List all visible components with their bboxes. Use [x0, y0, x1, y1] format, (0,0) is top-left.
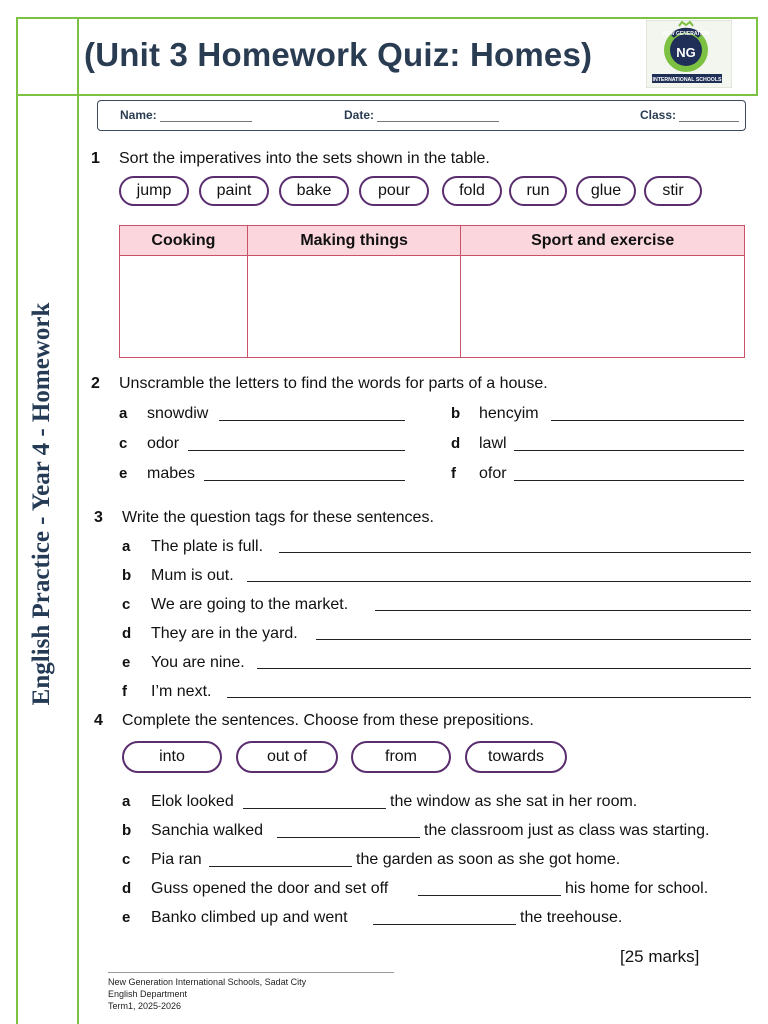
q3-answer-line[interactable] — [227, 697, 751, 698]
q1-word-pill: stir — [644, 176, 702, 206]
frame-right-border — [756, 17, 758, 95]
q2-item-letter: f — [451, 465, 456, 482]
q3-answer-line[interactable] — [375, 610, 751, 611]
q4-item-after: the garden as soon as she got home. — [356, 851, 621, 868]
q3-answer-line[interactable] — [257, 668, 751, 669]
sort-cell-making-things[interactable] — [247, 256, 461, 358]
sort-column-header: Cooking — [120, 226, 248, 256]
sort-column-header: Making things — [247, 226, 461, 256]
q4-item-before: Elok looked — [151, 793, 234, 810]
q3-item-letter: e — [122, 654, 131, 671]
frame-left-border — [16, 17, 18, 1024]
sort-column-header: Sport and exercise — [461, 226, 745, 256]
q4-item-after: his home for school. — [565, 880, 709, 897]
q4-item-letter: b — [122, 822, 132, 839]
q4-item-letter: a — [122, 793, 131, 810]
q3-item-letter: c — [122, 596, 131, 613]
q2-item-word: odor — [147, 435, 180, 452]
q3-number: 3 — [94, 509, 103, 526]
q4-answer-line[interactable] — [418, 895, 561, 896]
q4-word-pill: towards — [465, 741, 567, 773]
q4-item-after: the window as she sat in her room. — [390, 793, 638, 810]
date-field[interactable]: Date: — [344, 108, 499, 122]
q3-item-letter: a — [122, 538, 131, 555]
q3-item-sentence: You are nine. — [151, 654, 245, 671]
q3-item-sentence: I’m next. — [151, 683, 212, 700]
q4-prompt: Complete the sentences. Choose from these prepositions. — [122, 712, 534, 729]
total-marks: [25 marks] — [620, 947, 700, 966]
q4-answer-line[interactable] — [373, 924, 516, 925]
q2-answer-line[interactable] — [551, 420, 744, 421]
q3-answer-line[interactable] — [247, 581, 751, 582]
q1-word-pill: run — [509, 176, 567, 206]
q4-item-after: the treehouse. — [520, 909, 623, 926]
q4-item-before: Sanchia walked — [151, 822, 264, 839]
q2-item-word: hencyim — [479, 405, 539, 422]
page-title: (Unit 3 Homework Quiz: Homes) — [84, 36, 593, 73]
q3-item-sentence: They are in the yard. — [151, 625, 298, 642]
name-field[interactable]: Name: — [120, 108, 252, 122]
q2-item-letter: e — [119, 465, 128, 482]
footer-term: Term1, 2025-2026 — [108, 1001, 182, 1011]
q3-item-letter: f — [122, 683, 127, 700]
q1-prompt: Sort the imperatives into the sets shown in the table. — [119, 150, 490, 167]
q4-number: 4 — [94, 712, 103, 729]
q3-item-letter: d — [122, 625, 132, 642]
student-info-box — [97, 100, 746, 131]
q1-number: 1 — [91, 150, 100, 167]
q2-item-word: lawl — [479, 435, 507, 452]
q3-item-sentence: We are going to the market. — [151, 596, 349, 613]
q2-answer-line[interactable] — [188, 450, 405, 451]
q3-prompt: Write the question tags for these sentences. — [122, 509, 434, 526]
q4-item-letter: e — [122, 909, 131, 926]
sidebar-label: English Practice - Year 4 - Homework — [28, 302, 55, 706]
q4-item-letter: c — [122, 851, 131, 868]
q2-item-letter: c — [119, 435, 128, 452]
footer-divider — [108, 972, 394, 973]
q3-answer-line[interactable] — [316, 639, 751, 640]
q4-answer-line[interactable] — [209, 866, 352, 867]
logo-bottom-text: INTERNATIONAL SCHOOLS — [652, 77, 722, 83]
frame-header-divider — [16, 94, 758, 96]
sort-table — [119, 225, 745, 358]
q4-answer-line[interactable] — [243, 808, 386, 809]
footer-school: New Generation International Schools, Sadat City — [108, 977, 307, 987]
q4-answer-line[interactable] — [277, 837, 420, 838]
q3-item-sentence: The plate is full. — [151, 538, 264, 555]
q2-item-word: mabes — [147, 465, 196, 482]
footer-department: English Department — [108, 989, 188, 999]
logo-monogram: NG — [676, 45, 696, 60]
sort-cell-cooking[interactable] — [120, 256, 248, 358]
q4-item-before: Banko climbed up and went — [151, 909, 348, 926]
q1-word-pill: bake — [279, 176, 349, 206]
q2-number: 2 — [91, 375, 100, 392]
q1-word-pill: paint — [199, 176, 269, 206]
q3-item-letter: b — [122, 567, 132, 584]
q4-item-after: the classroom just as class was starting. — [424, 822, 710, 839]
school-crest-icon — [646, 20, 732, 88]
q2-answer-line[interactable] — [204, 480, 405, 481]
q2-answer-line[interactable] — [514, 480, 744, 481]
q4-word-pill: from — [351, 741, 451, 773]
q1-word-pill: jump — [119, 176, 189, 206]
class-field[interactable]: Class: — [640, 108, 739, 122]
q2-prompt: Unscramble the letters to find the words for parts of a house. — [119, 375, 548, 392]
q4-item-before: Guss opened the door and set off — [151, 880, 389, 897]
logo-top-text: NEW GENERATION — [662, 31, 710, 37]
q2-item-letter: b — [451, 405, 461, 422]
q1-word-pill: pour — [359, 176, 429, 206]
q2-item-word: ofor — [479, 465, 507, 482]
q4-word-pill: into — [122, 741, 222, 773]
q2-item-word: snowdiw — [147, 405, 209, 422]
q2-answer-line[interactable] — [219, 420, 405, 421]
q2-item-letter: d — [451, 435, 461, 452]
q1-word-pill: fold — [442, 176, 502, 206]
q3-item-sentence: Mum is out. — [151, 567, 234, 584]
frame-sidebar-divider — [77, 17, 79, 1024]
q1-word-pill: glue — [576, 176, 636, 206]
q2-item-letter: a — [119, 405, 128, 422]
q4-item-letter: d — [122, 880, 132, 897]
frame-top-border — [16, 17, 758, 19]
q4-word-pill: out of — [236, 741, 338, 773]
sort-cell-sport[interactable] — [461, 256, 745, 358]
q3-answer-line[interactable] — [279, 552, 751, 553]
q4-item-before: Pia ran — [151, 851, 202, 868]
q2-answer-line[interactable] — [514, 450, 744, 451]
